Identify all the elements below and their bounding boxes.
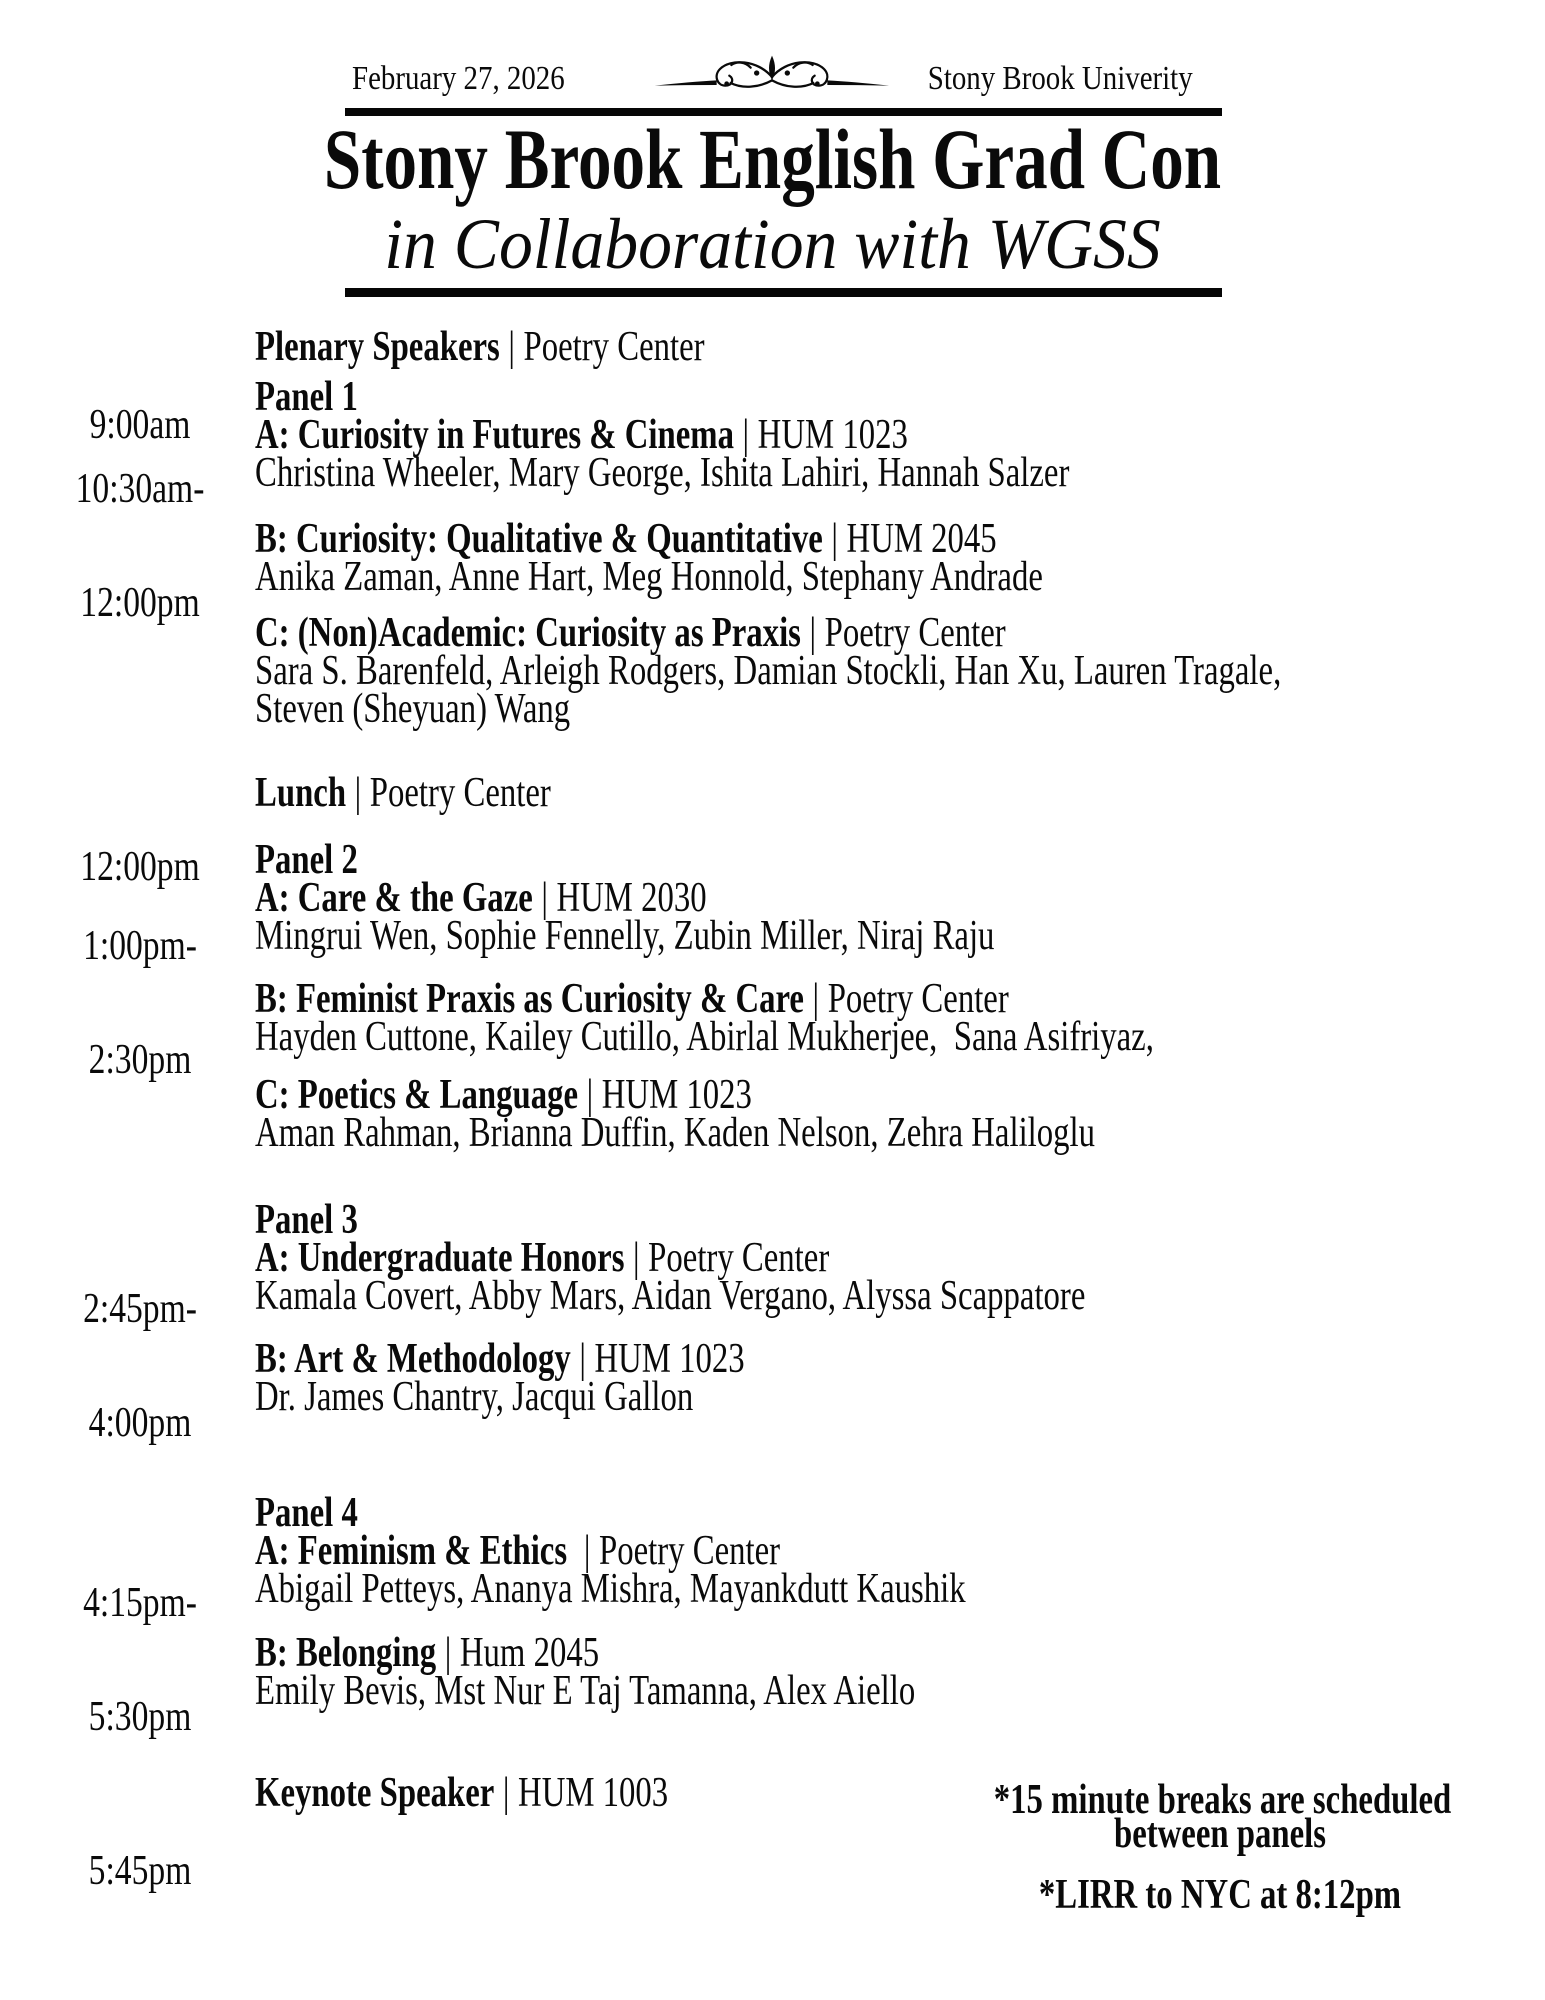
- event-line: [255, 324, 705, 370]
- time-label-panel-4: 4:15pm- 5:30pm: [83, 1580, 197, 1740]
- page-title: Stony Brook English Grad Con: [323, 111, 1222, 207]
- panel-heading: Panel 4: [255, 1490, 358, 1536]
- session-title: B: Curiosity: Qualitative & Quantitative: [255, 516, 823, 562]
- speaker-names: Dr. James Chantry, Jacqui Gallon: [255, 1374, 694, 1420]
- speaker-names: Emily Bevis, Mst Nur E Taj Tamanna, Alex Aiello: [255, 1668, 916, 1714]
- session-title: B: Feminist Praxis as Curiosity & Care: [255, 976, 804, 1022]
- pipe-separator: |: [633, 1235, 640, 1281]
- pipe-separator: |: [444, 1630, 452, 1676]
- note-lirr: *LIRR to NYC at 8:12pm: [1038, 1872, 1402, 1918]
- session-location: HUM 2045: [846, 516, 997, 562]
- session-location: Poetry Center: [824, 610, 1006, 656]
- pipe-separator: |: [541, 875, 548, 921]
- panel-1-session-a: [255, 374, 1070, 496]
- note-breaks: *15 minute breaks are scheduled between panels: [993, 1777, 1452, 1857]
- row-keynote: [255, 1770, 669, 1816]
- event-line: [255, 1770, 669, 1816]
- session-location: HUM 2030: [556, 875, 707, 921]
- row-plenary: [255, 324, 705, 370]
- header-rule-bottom: [345, 288, 1222, 297]
- session-location: HUM 1023: [757, 412, 908, 458]
- flourish-ornament-icon: [652, 46, 892, 104]
- session-location: HUM 1023: [601, 1072, 752, 1118]
- session-line: [255, 1235, 1085, 1281]
- panel-4-session-b: [255, 1630, 916, 1714]
- time-label-lunch: 12:00pm: [80, 844, 200, 890]
- speaker-names: Kamala Covert, Abby Mars, Aidan Vergano, Alyssa Scappatore: [255, 1273, 1086, 1319]
- speaker-names: Abigail Petteys, Ananya Mishra, Mayankdutt Kaushik: [255, 1566, 966, 1612]
- speaker-names: Mingrui Wen, Sophie Fennelly, Zubin Miller, Niraj Raju: [255, 913, 995, 959]
- panel-4-session-a: [255, 1490, 966, 1612]
- panel-heading: Panel 1: [255, 374, 358, 420]
- panel-3-session-a: [255, 1197, 1086, 1319]
- panel-1-session-b: [255, 516, 1043, 600]
- speaker-names: Steven (Sheyuan) Wang: [255, 686, 571, 732]
- session-location: Poetry Center: [648, 1235, 830, 1281]
- session-location: Poetry Center: [827, 976, 1009, 1022]
- session-location: HUM 1023: [594, 1336, 745, 1382]
- session-title: C: Poetics & Language: [255, 1072, 579, 1118]
- session-line: [255, 412, 1069, 458]
- conference-date: February 27, 2026: [352, 60, 565, 97]
- pipe-separator: |: [586, 1072, 594, 1118]
- university-name: Stony Brook Univerity: [928, 60, 1193, 97]
- session-line: [255, 1528, 966, 1574]
- session-line: [255, 610, 1281, 656]
- session-line: [255, 1630, 915, 1676]
- session-line: [255, 516, 1043, 562]
- session-title: B: Art & Methodology: [255, 1336, 571, 1382]
- panel-heading: Panel 2: [255, 837, 358, 883]
- speaker-names: Christina Wheeler, Mary George, Ishita Lahiri, Hannah Salzer: [255, 450, 1070, 496]
- panel-2-session-b: [255, 976, 1154, 1060]
- session-line: [255, 1336, 745, 1382]
- pipe-separator: |: [354, 770, 362, 816]
- session-title: A: Care & the Gaze: [255, 875, 533, 921]
- event-location: HUM 1003: [518, 1770, 669, 1816]
- time-label-panel-2: 1:00pm- 2:30pm: [83, 923, 197, 1083]
- session-title: C: (Non)Academic: Curiosity as Praxis: [255, 610, 801, 656]
- pipe-separator: |: [809, 610, 817, 656]
- time-label-panel-1: 10:30am- 12:00pm: [75, 466, 205, 626]
- session-location: Hum 2045: [459, 1630, 600, 1676]
- event-title: Keynote Speaker: [255, 1770, 495, 1816]
- panel-2-session-c: [255, 1072, 1096, 1156]
- time-label-plenary: 9:00am: [89, 402, 191, 448]
- event-line: [255, 770, 551, 816]
- pipe-separator: |: [502, 1770, 510, 1816]
- row-lunch: [255, 770, 551, 816]
- speaker-names: Anika Zaman, Anne Hart, Meg Honnold, Stephany Andrade: [255, 554, 1043, 600]
- panel-3-session-b: [255, 1336, 745, 1420]
- page-subtitle: in Collaboration with WGSS: [384, 204, 1161, 284]
- session-line: [255, 976, 1154, 1022]
- speaker-names: Sara S. Barenfeld, Arleigh Rodgers, Damian Stockli, Han Xu, Lauren Tragale,: [255, 648, 1282, 694]
- session-title: A: Feminism & Ethics: [255, 1528, 576, 1574]
- time-label-keynote: 5:45pm: [88, 1848, 192, 1894]
- session-title: A: Curiosity in Futures & Cinema: [255, 412, 734, 458]
- panel-heading: Panel 3: [255, 1197, 358, 1243]
- session-title: A: Undergraduate Honors: [255, 1235, 625, 1281]
- pipe-separator: |: [508, 324, 515, 370]
- session-location: Poetry Center: [599, 1528, 781, 1574]
- event-title: Lunch: [255, 770, 347, 816]
- event-title: Plenary Speakers: [255, 324, 500, 370]
- pipe-separator: |: [579, 1336, 586, 1382]
- pipe-separator: |: [742, 412, 750, 458]
- pipe-separator: |: [583, 1528, 591, 1574]
- time-label-panel-3: 2:45pm- 4:00pm: [83, 1286, 197, 1446]
- panel-1-session-c: [255, 610, 1282, 732]
- panel-2-session-a: [255, 837, 995, 959]
- pipe-separator: |: [812, 976, 820, 1022]
- session-line: [255, 875, 994, 921]
- event-location: Poetry Center: [523, 324, 705, 370]
- session-title: B: Belonging: [255, 1630, 437, 1676]
- session-line: [255, 1072, 1095, 1118]
- speaker-names: Hayden Cuttone, Kailey Cutillo, Abirlal Mukherjee, Sana Asifriyaz,: [255, 1014, 1154, 1060]
- event-location: Poetry Center: [369, 770, 551, 816]
- speaker-names: Aman Rahman, Brianna Duffin, Kaden Nelson, Zehra Haliloglu: [255, 1110, 1096, 1156]
- pipe-separator: |: [831, 516, 838, 562]
